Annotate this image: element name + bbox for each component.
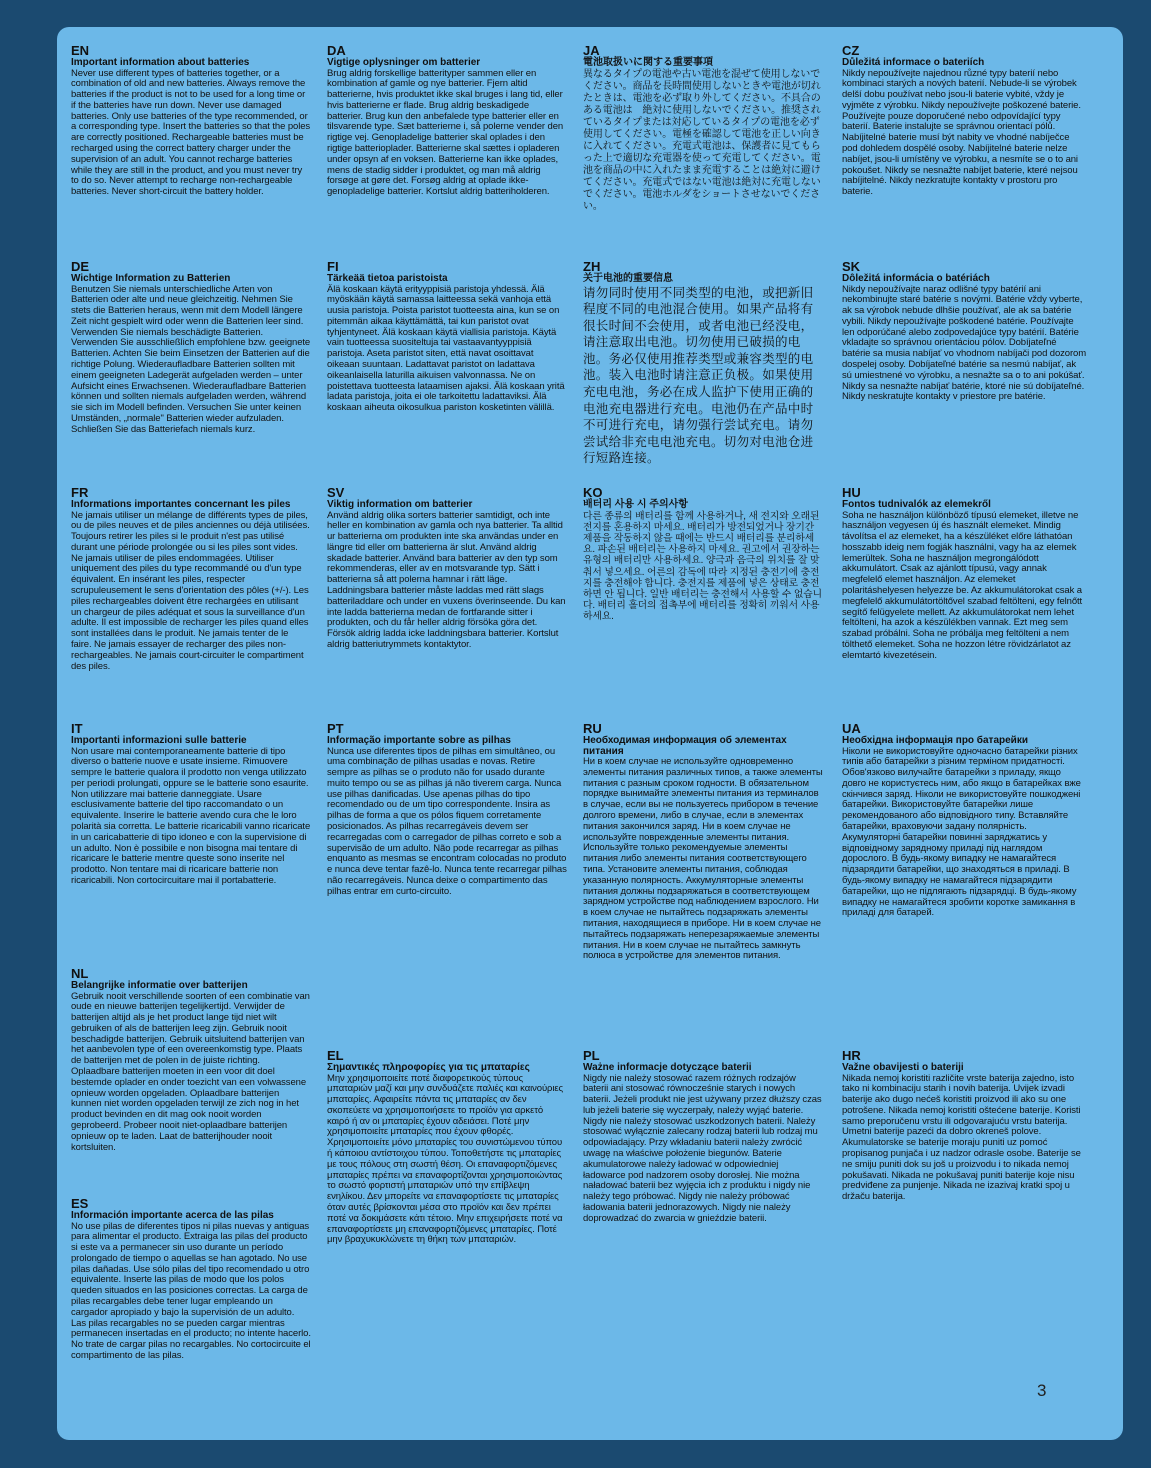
section-text: Nigdy nie należy stosować razem różnych rodzajów baterii ani stosować równocześnie starych i nowych baterii. Jeżeli produkt nie jest używany przez dłuższy czas lub jeżeli baterie się wyczerpały, należy wyjąć baterie. Nigdy nie należy stosować uszkodzonych baterii. Należy stosować wyłącznie zalecany rodzaj baterii lub rodzaj mu odpowiadający. Przy wkładaniu baterii należy zwrócić uwagę na właściwe położenie biegunów. Baterie akumulatorowe należy ładować w odpowiedniej ładowarce pod nadzorem osoby dorosłej. Nie można naładować baterii bez wyjęcia ich z produktu i nigdy nie należy tego próbować. Nigdy nie należy próbować ładowania baterii jednorazowych. Nigdy nie należy doprowadzać do zwarcia w gnieździe baterii. (583, 1072, 822, 1224)
section-ko (583, 486, 823, 623)
language-code: RU (583, 721, 602, 736)
section-es (71, 1197, 311, 1362)
language-code: PT (327, 721, 344, 736)
section-text: Nikdy nepoužívajte naraz odlišné typy batérií ani nekombinujte staré batérie s novými. Batérie vždy vyberte, ak sa výrobok nebude dlhšie používať, ale ak sa batérie vybili. Nikdy nepoužívajte poškodené batérie. Používajte len odporúčané alebo zodpovedajúce typy batérií. Batérie vkladajte so správnou orientáciou pólov. Dobíjateľné batérie sa musia nabíjať vo vhodnom nabíjači pod dozorom dospelej osoby. Dobíjateľné batérie sa nesmú nabíjať, ak sú umiestnené vo výrobku, a nesnažte sa o to ani pokúšať. Nikdy sa nesnažte nabíjať batérie, ktoré nie sú dobíjateľné. Nikdy neskratujte kontakty v priestore pre batérie. (842, 283, 1087, 403)
section-title: 关于电池的重要信息 (583, 273, 673, 284)
language-code: ES (71, 1196, 89, 1211)
section-title: 電池取扱いに関する重要事項 (583, 57, 713, 68)
section-title: Viktig information om batterier (327, 499, 473, 510)
section-hu (842, 486, 1087, 662)
section-text: Benutzen Sie niemals unterschiedliche Arten von Batterien oder alte und neue gleichzeitig. Nehmen Sie stets die Batterien heraus, wenn mit dem Modell längere Zeit nicht gespielt wird oder wenn die Batterien leer sind. Verwenden Sie niemals beschädigte Batterien. Verwenden Sie ausschließlich empfohlene bzw. geeignete Batterien. Achten Sie beim Einsetzen der Batterien auf die richtige Polung. Wiederaufladbare Batterien sollten mit einem geeigneten Ladegerät aufgeladen werden – unter Aufsicht eines Erwachsenen. Wiederaufladbare Batterien können und sollten niemals aufgeladen werden, während sie sich im Modell befinden. Versuchen Sie unter keinen Umständen, „normale" Batterien wieder aufzuladen. Schließen Sie das Batteriefach niemals kurz. (71, 283, 311, 435)
section-title: Informations importantes concernant les piles (71, 499, 291, 510)
section-title: 배터리 사용 시 주의사항 (583, 499, 688, 510)
section-pt (327, 722, 567, 898)
section-title: Važne obavijesti o bateriji (842, 1062, 964, 1073)
section-text: No use pilas de diferentes tipos ni pilas nuevas y antiguas para alimentar el producto. Extraiga las pilas del producto si este va a permanecer sin uso durante un período prolongado de tiempo o aquellas se han agotado. No use pilas dañadas. Use sólo pilas del tipo recomendado u otro equivalente. Inserte las pilas de modo que los polos queden situados en las posiciones correctas. La carga de pilas recargables debe tener lugar empleando un cargador apropiado y bajo la supervisión de un adulto. Las pilas recargables no se pueden cargar mientras permanecen insertadas en el producto; no intente hacerlo. No trate de cargar pilas no recargables. No cortocircuite el compartimento de las pilas. (71, 1220, 311, 1362)
section-text: Soha ne használjon különböző típusú elemeket, illetve ne használjon vegyesen új és használt elemeket. Mindig távolítsa el az elemeket, ha a készüléket előre láthatóan hosszabb ideig nem fogják használni, vagy ha az elemek lemerültek. Soha ne használjon megrongálódott akkumulátort. Csak az ajánlott típusú, vagy annak megfelelő elemet használjon. Az elemeket polaritáshelyesen helyezze be. Az akkumulátorokat csak a megfelelő akkumulátortöltővel szabad feltölteni, egy felnőtt segítő felügyelete mellett. Az akkumulátorokat nem lehet feltölteni, ha azok a készülékben vannak. Ezt meg sem szabad próbálni. Soha ne próbálja meg feltölteni a nem tölthető elemeket. Soha ne hozzon létre rövidzárlatot az elemtartó kivezetésein. (842, 509, 1083, 661)
section-title: Información importante acerca de las pilas (71, 1210, 274, 1221)
section-ja (583, 44, 823, 213)
language-code: NL (71, 966, 89, 981)
section-text: Nunca use diferentes tipos de pilhas em simultâneo, ou uma combinação de pilhas usadas e novas. Retire sempre as pilhas se o produto não for usado durante muito tempo ou se as pilhas já não tiverem carga. Nunca use pilhas danificadas. Use apenas pilhas do tipo recomendado ou de um tipo correspondente. Insira as pilhas de forma a que os pólos fiquem corretamente posicionados. As pilhas recarregáveis devem ser recarregadas com o carregador de pilhas correto e sob a supervisão de um adulto. Não pode recarregar as pilhas enquanto as mesmas se encontram colocadas no produto e nunca deve tentar fazê-lo. Nunca tente recarregar pilhas não recarregáveis. Nunca deixe o compartimento das pilhas entrar em curto-circuito. (327, 745, 567, 897)
section-text: Ne jamais utiliser un mélange de différents types de piles, ou de piles neuves et de piles anciennes ou déjà utilisées. Toujours retirer les piles si le produit n'est pas utilisé durant une période prolongée ou si les piles sont vides. Ne jamais utiliser de piles endommagées. Utiliser uniquement des piles du type recommandé ou d'un type équivalent. En insérant les piles, respecter scrupuleusement le sens d'orientation des pôles (+/-). Les piles rechargeables doivent être rechargées en utilisant un chargeur de piles adéquat et sous la surveillance d'un adulte. Il est impossible de recharger les piles quand elles sont installées dans le produit. Ne jamais tenter de le faire. Ne jamais essayer de recharger des piles non-rechargeables. Ne jamais court-circuiter le compartiment des piles. (71, 509, 310, 672)
section-sv (327, 486, 567, 651)
section-text: Never use different types of batteries together, or a combination of old and new batteries. Always remove the batteries if the product is not to be used for a long time or if the batteries have run down. Never use damaged batteries. Only use batteries of the type recommended, or a corresponding type. Insert the batteries so that the poles are correctly positioned. Rechargeable batteries must be recharged using the correct battery charger under the supervision of an adult. You cannot recharge batteries while they are still in the product, and you must never try to do so. Never attempt to recharge non-rechargeable batteries. Never short-circuit the battery holder. (71, 67, 311, 198)
section-el (327, 1049, 567, 1246)
language-code: EL (327, 1048, 344, 1063)
section-text: 请勿同时使用不同类型的电池，或把新旧程度不同的电池混合使用。如果产品将有很长时间不会使用，或者电池已经没电，请注意取出电池。切勿使用已破损的电池。务必仅使用推荐类型或兼容类型的电池。装入电池时请注意正负极。如果使用充电电池，务必在成人监护下使用正确的电池充电器进行充电。电池仍在产品中时不可进行充电，请勿强行尝试充电。请勿尝试给非充电电池充电。切勿对电池仓进行短路连接。 (583, 285, 814, 466)
language-code: KO (583, 485, 603, 500)
section-title: Důležitá informace o bateriích (842, 57, 985, 68)
language-code: IT (71, 721, 83, 736)
language-code: HR (842, 1048, 861, 1063)
section-fr (71, 486, 311, 672)
section-title: Необхідна інформація про батарейки (842, 735, 1028, 746)
section-hr (842, 1049, 1087, 1203)
section-text: Nikdy nepoužívejte najednou různé typy baterií nebo kombinaci starých a nových baterií. Nebude-li se výrobek delší dobu používat nebo jsou-li baterie vybité, vždy je vyjměte z výrobku. Nikdy nepoužívejte poškozené baterie. Používejte pouze doporučené nebo odpovídající typy baterií. Baterie instalujte se správnou orientací pólů. Nabíjitelné baterie musí být nabity ve vhodné nabíječce pod dohledem dospělé osoby. Nabíjitelné baterie nelze nabíjet, jsou-li umístěny ve výrobku, a nesmíte se o to ani pokoušet. Nikdy se nesnažte nabíjet baterie, které nejsou nabíjitelné. Nikdy nezkratujte kontakty v prostoru pro baterie. (842, 67, 1081, 198)
section-ua (842, 722, 1087, 919)
language-code: CZ (842, 43, 860, 58)
language-code: HU (842, 485, 861, 500)
section-zh (583, 260, 823, 467)
section-pl (583, 1049, 823, 1225)
section-title: Important information about batteries (71, 57, 250, 68)
section-title: Tärkeää tietoa paristoista (327, 273, 448, 284)
language-code: JA (583, 43, 600, 58)
section-it (71, 722, 311, 887)
section-text: Älä koskaan käytä erityyppisiä paristoja yhdessä. Älä myöskään käytä samassa laitteessa sekä vanhoja että uusia paristoja. Poista paristot tuotteesta aina, kun se on pitemmän aikaa käyttämättä, tai kun paristot ovat tyhjentyneet. Älä koskaan käytä viallisia paristoja. Käytä vain tuotteessa suositeltuja tai vastaavantyyppisiä paristoja. Aseta paristot siten, että navat osoittavat oikeaan suuntaan. Ladattavat paristot on ladattava oikeanlaisella laturilla aikuisen valvonnassa. Ne on poistettava tuotteesta lataamisen ajaksi. Älä koskaan yritä ladata paristoja, joita ei ole tarkoitettu ladattaviksi. Älä koskaan aiheuta oikosulkua pariston kosketinten välillä. (327, 283, 565, 414)
language-code: SV (327, 485, 345, 500)
section-text: Använd aldrig olika sorters batterier samtidigt, och inte heller en kombination av gamla och nya batterier. Ta alltid ur batterierna om produkten inte ska användas under en längre tid eller om batterierna är slut. Använd aldrig skadade batterier. Använd bara batterier av den typ som rekommenderas, eller av en motsvarande typ. Sätt i batterierna så att polerna hamnar i rätt läge. Laddningsbara batterier måste laddas med rätt slags batteriladdare och under en vuxens överinseende. Du kan inte ladda batterierna medan de fortfarande sitter i produkten, och du får heller aldrig försöka göra det. Försök aldrig ladda icke laddningsbara batterier. Kortslut aldrig batteriutrymmets kontaktytor. (327, 509, 566, 651)
section-en (71, 44, 311, 198)
section-da (327, 44, 567, 198)
section-text: Brug aldrig forskellige batterityper sammen eller en kombination af gamle og nye batterier. Fjern altid batterierne, hvis produktet ikke skal bruges i lang tid, eller hvis batterierne er flade. Brug aldrig beskadigede batterier. Brug kun den anbefalede type batterier eller en tilsvarende type. Sæt batterierne i, så polerne vender den rigtige vej. Genopladelige batterier skal oplades i den rigtige batterioplader. Batterierne skal sættes i opladeren under opsyn af en voksen. Batterierne kan ikke oplades, mens de stadig sidder i produktet, og man må aldrig forsøge at gøre det. Forsøg aldrig at oplade ikke-genopladelige batterier. Kortslut aldrig batteriholderen. (327, 67, 564, 198)
section-text: Gebruik nooit verschillende soorten of een combinatie van oude en nieuwe batterijen tegelijkertijd. Verwijder de batterijen altijd als je het product lange tijd niet wilt gebruiken of als de batterijen leeg zijn. Gebruik nooit beschadigde batterijen. Gebruik uitsluitend batterijen van het aanbevolen type of een overeenkomstig type. Plaats de batterijen met de polen in de juiste richting. Oplaadbare batterijen moeten in een voor dit doel bestemde oplader en onder toezicht van een volwassene opnieuw worden opgeladen. Oplaadbare batterijen kunnen niet worden opgeladen terwijl ze zich nog in het product bevinden en dit mag ook nooit worden geprobeerd. Probeer nooit niet-oplaadbare batterijen opnieuw op te laden. Laat de batterijhouder nooit kortsluiten. (71, 990, 310, 1153)
language-code: SK (842, 259, 861, 274)
section-title: Vigtige oplysninger om batterier (327, 57, 481, 68)
section-title: Wichtige Information zu Batterien (71, 273, 231, 284)
section-text: Μην χρησιμοποιείτε ποτέ διαφορετικούς τύπους μπαταριών μαζί και μην συνδυάζετε παλιές και καινούριες μπαταρίες. Αφαιρείτε πάντα τις μπαταρίες αν δεν σκοπεύετε να χρησιμοποιήσετε το προϊόν για αρκετό καιρό ή αν οι μπαταρίες έχουν αδειάσει. Ποτέ μην χρησιμοποιείτε μπαταρίες που έχουν φθορές. Χρησιμοποιείτε μόνο μπαταρίες του συνιστώμενου τύπου ή κάποιου αντίστοιχου τύπου. Τοποθετήστε τις μπαταρίες με τους πόλους στη σωστή θέση. Οι επαναφορτιζόμενες μπαταρίες πρέπει να επαναφορτίζονται χρησιμοποιώντας το σωστό φορτιστή μπαταριών υπό την επίβλεψη ενηλίκου. Δεν μπορείτε να επαναφορτίσετε τις μπαταρίες όταν αυτές βρίσκονται μέσα στο προϊόν και δεν πρέπει ποτέ να δοκιμάσετε κάτι τέτοιο. Μην επιχειρήσετε ποτέ να επαναφορτίσετε μη επαναφορτιζόμενες μπαταρίες. Ποτέ μην βραχυκυκλώνετε τη θήκη των μπαταριών. (327, 1072, 563, 1246)
section-title: Необходимая информация об элементах питания (583, 735, 787, 757)
language-code: FR (71, 485, 89, 500)
language-code: PL (583, 1048, 600, 1063)
section-de (71, 260, 311, 436)
section-text: Non usare mai contemporaneamente batterie di tipo diverso o batterie nuove e usate insieme. Rimuovere sempre le batterie qualora il prodotto non venga utilizzato per periodi prolungati, oppure se le batterie sono esaurite. Non utilizzare mai batterie danneggiate. Usare esclusivamente batterie del tipo raccomandato o un equivalente. Inserire le batterie avendo cura che le loro polarità sia corretta. Le batterie ricaricabili vanno ricaricate in un caricabatterie di tipo idoneo e con la supervisione di un adulto. Non è possibile e non bisogna mai tentare di ricaricare le batterie mentre queste sono inserite nel prodotto. Non tentare mai di ricaricare batterie non ricaricabili. Non cortocircuitare mai il portabatterie. (71, 745, 311, 887)
section-sk (842, 260, 1087, 403)
page-number: 3 (1037, 1381, 1047, 1400)
language-code: FI (327, 259, 339, 274)
language-code: EN (71, 43, 90, 58)
section-cz (842, 44, 1087, 198)
section-title: Σημαντικές πληροφορίες για τις μπαταρίες (327, 1062, 530, 1073)
section-nl (71, 967, 311, 1153)
language-code: DE (71, 259, 90, 274)
section-title: Belangrijke informatie over batterijen (71, 980, 248, 991)
info-panel (57, 27, 1123, 1440)
language-code: UA (842, 721, 861, 736)
section-fi (327, 260, 567, 414)
section-text: Ни в коем случае не используйте одновременно элементы питания различных типов, а также элементы питания с разным сроком годности. В обязательном порядке вынимайте элементы питания из терминалов в случае, если вы не пользуетесь прибором в течение долгого времени, либо в случае, если в элементах питания закончился заряд. Ни в коем случае не используйте поврежденные элементы питания. Используйте только рекомендуемые элементы питания либо элементы питания соответствующего типа. Установите элементы питания, соблюдая указанную полярность. Аккумуляторные элементы питания должны подзаряжаться в соответствующем зарядном устройстве под наблюдением взрослого. Ни в коем случае не пытайтесь подзаряжать элементы питания, находящиеся в приборе. Ни в коем случае не пытайтесь подзаряжать неперезаряжаемые элементы питания. Ни в коем случае не пытайтесь замкнуть полюса в устройстве для элементов питания. (583, 756, 823, 962)
language-code: DA (327, 43, 346, 58)
section-text: Ніколи не використовуйте одночасно батарейки різних типів або батарейки з різним терміном придатності. Обов'язково вилучайте батарейки з приладу, якщо довго не користуєтесь ним, або якщо в батарейках вже скінчився заряд. Ніколи не використовуйте пошкоджені батарейки. Використовуйте батарейки лише рекомендованого або відповідного типу. Вставляйте батарейки, враховуючи задану полярність. Акумуляторні батарейки повинні заряджатись у відповідному зарядному приладі під наглядом дорослого. В будь-якому випадку не намагайтеся підзарядити батарейки, що знаходяться в приладі. В будь-якому випадку не намагайтеся підзарядити батарейки, що не підлягають підзарядці. В будь-якому випадку не намагайтеся зробити коротке замикання в приладі для батарей. (842, 745, 1081, 919)
section-text: 異なるタイプの電池や古い電池を混ぜて使用しないでください。商品を長時間使用しないときや電池が切れたときは、電池を必ず取り外してください。不具合のある電池は 絶対に使用しないでください。推奨されているタイプまたは対応しているタイプの電池を必ず使用してください。電極を確認して電池を正しい向きに入れてください。充電式電池は、保護者に見てもらった上で適切な充電器を使って充電してください。電池を商品の中に入れたまま充電することは絶対に避けてください。充電式ではない電池は絶対に充電しないでください。電池ホルダをショートさせないでください。 (583, 68, 821, 212)
section-ru (583, 722, 823, 962)
section-title: Importanti informazioni sulle batterie (71, 735, 247, 746)
section-title: Fontos tudnivalók az elemekről (842, 499, 991, 510)
section-text: 다른 종류의 배터리를 함께 사용하거나, 새 전지와 오래된 전지를 혼용하지 마세요. 배터리가 방전되었거나 장기간 제품을 작동하지 않을 때에는 반드시 배터리를 분리하세요. 파손된 배터리는 사용하지 마세요. 권고에서 권장하는 유형의 배터리만 사용하세요. 양극과 음극의 위치를 잘 맞춰서 넣으세요. 어른의 감독에 따라 지정된 충전기에 충전지를 충전해야 합니다. 충전지를 제품에 넣은 상태로 충전하면 안 됩니다. 일반 배터리는 충전해서 사용할 수 없습니다. 배터리 홀더의 접촉부에 배터리를 정확히 끼워서 사용하세요. (583, 510, 822, 623)
section-title: Informação importante sobre as pilhas (327, 735, 511, 746)
section-title: Dôležitá informácia o batériách (842, 273, 990, 284)
language-code: ZH (583, 259, 601, 274)
section-text: Nikada nemoj koristiti različite vrste baterija zajedno, isto tako ni kombinaciju starih i novih baterija. Uvijek izvadi baterije ako dugo nećeš koristiti proizvod ili ako su one potrošene. Nikada nemoj koristiti oštećene baterije. Koristi samo preporučenu vrstu ili odgovarajuću vrstu baterija. Umetni baterije pazeći da dobro okreneš polove. Akumulatorske se baterije moraju puniti uz pomoć propisanog punjača i uz nadzor odrasle osobe. Baterije se ne smiju puniti dok su još u proizvodu i to nikada nemoj pokušavati. Nikada ne pokušavaj puniti baterije koje nisu predviđene za punjenje. Nikada ne izazivaj kratki spoj u držaču baterija. (842, 1072, 1081, 1203)
section-title: Ważne informacje dotyczące baterii (583, 1062, 752, 1073)
